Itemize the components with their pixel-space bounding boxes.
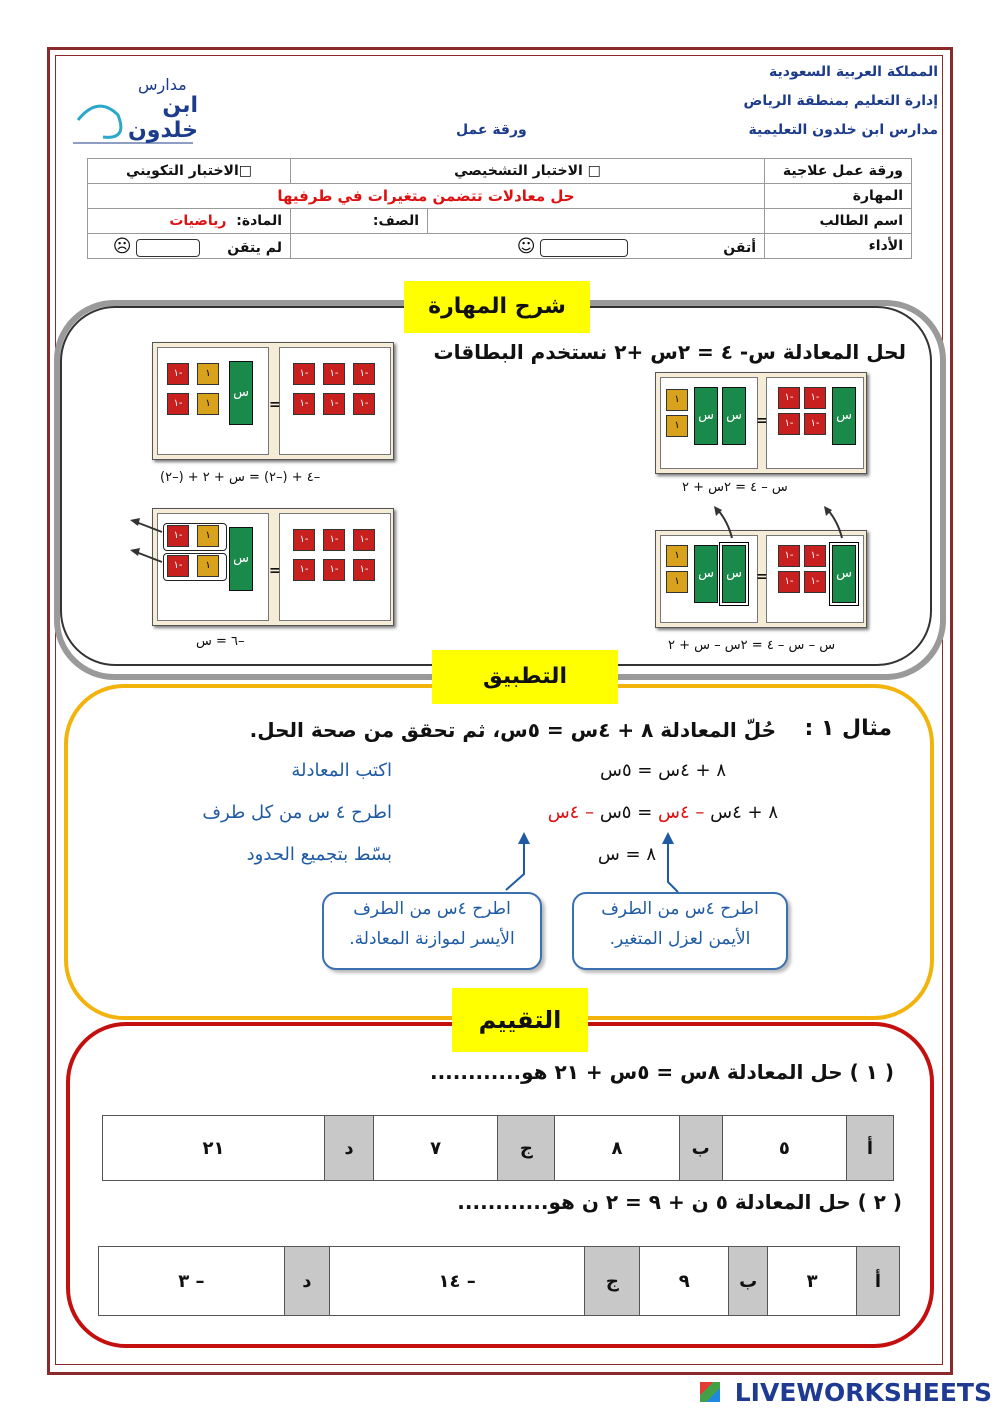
liveworksheets-logo-icon bbox=[700, 1382, 720, 1402]
tile-neg-one: ١- bbox=[323, 393, 345, 415]
subject-value: رياضيات bbox=[169, 213, 227, 229]
tile-neg-one: ١- bbox=[804, 387, 826, 409]
department-label: إدارة التعليم بمنطقة الرياض bbox=[743, 93, 938, 109]
tile-pos-one: ١ bbox=[197, 555, 219, 577]
tile-x: س bbox=[694, 387, 718, 445]
schools-label: مدارس ابن خلدون التعليمية bbox=[748, 122, 938, 138]
callout-right-line2: الأيمن لعزل المتغير. bbox=[609, 929, 751, 949]
section-title-explanation: شرح المهارة bbox=[404, 281, 590, 333]
skill-value: حل معادلات تتضمن متغيرات في طرفيها bbox=[88, 184, 765, 209]
tile-card-1 bbox=[655, 372, 867, 474]
tile-card-3 bbox=[655, 530, 867, 628]
subject-label: المادة: bbox=[236, 213, 282, 229]
callout-left bbox=[322, 892, 542, 970]
tile-neg-one: ١- bbox=[293, 363, 315, 385]
example-text: حُلّ المعادلة ٨ + ٤س = ٥س، ثم تحقق من صحة الحل. bbox=[249, 718, 776, 742]
equals-sign: = bbox=[756, 569, 768, 585]
subject-field bbox=[88, 209, 291, 234]
class-label: الصف: bbox=[372, 213, 419, 229]
tile-pos-one: ١ bbox=[197, 525, 219, 547]
question-2-options bbox=[98, 1246, 900, 1316]
tile-neg-one: ١- bbox=[323, 529, 345, 551]
class-field[interactable] bbox=[291, 209, 428, 234]
q1-option-d[interactable]: ٢١ bbox=[103, 1116, 325, 1181]
tile-card-2 bbox=[152, 342, 394, 460]
equals-sign: = bbox=[269, 397, 281, 413]
q2-option-b-letter: ب bbox=[729, 1247, 768, 1316]
tile-neg-one: ١- bbox=[293, 529, 315, 551]
liveworksheets-brand: LIVEWORKSHEETS bbox=[734, 1378, 992, 1407]
tile-neg-one: ١- bbox=[353, 393, 375, 415]
caption-card-1: س – ٤ = ٢س + ٢ bbox=[682, 480, 788, 495]
info-table bbox=[87, 158, 912, 259]
student-label: اسم الطالب bbox=[765, 209, 912, 234]
student-name-field[interactable] bbox=[428, 209, 765, 234]
frown-icon: ☹ bbox=[112, 235, 132, 257]
tile-pos-one: ١ bbox=[666, 389, 688, 411]
tile-neg-one: ١- bbox=[167, 363, 189, 385]
kingdom-label: المملكة العربية السعودية bbox=[769, 64, 938, 80]
tile-x: س bbox=[229, 361, 253, 425]
tile-neg-one: ١- bbox=[167, 555, 189, 577]
tile-neg-one: ١- bbox=[778, 571, 800, 593]
step2-part-d: – ٤س bbox=[547, 802, 595, 823]
tile-neg-one: ١- bbox=[353, 559, 375, 581]
tile-neg-one: ١- bbox=[167, 393, 189, 415]
q2-option-b[interactable]: ٩ bbox=[640, 1247, 729, 1316]
q1-option-d-letter: د bbox=[324, 1116, 373, 1181]
skill-label: المهارة bbox=[765, 184, 912, 209]
question-1: ( ١ ) حل المعادلة ٨س = ٥س + ٢١ هو............ bbox=[429, 1060, 894, 1084]
explanation-intro: لحل المعادلة س- ٤ = ٢س +٢ نستخدم البطاقات bbox=[433, 340, 906, 364]
tile-x-selected: س bbox=[722, 545, 746, 603]
step2-part-b: – ٤س bbox=[658, 802, 705, 823]
tile-x: س bbox=[229, 527, 253, 591]
worksheet-title: ورقة عمل bbox=[456, 122, 527, 138]
school-logo: مدارس ابن خلدون bbox=[68, 75, 198, 145]
tile-card-4 bbox=[152, 508, 394, 626]
tile-x-selected: س bbox=[832, 545, 856, 603]
tile-pos-one: ١ bbox=[666, 415, 688, 437]
equals-sign: = bbox=[269, 563, 281, 579]
step1-equation: ٨ + ٤س = ٥س bbox=[599, 760, 726, 781]
tile-x: س bbox=[694, 545, 718, 603]
equals-sign: = bbox=[756, 413, 768, 429]
tile-neg-one: ١- bbox=[778, 413, 800, 435]
tile-neg-one: ١- bbox=[353, 363, 375, 385]
masters-cell bbox=[291, 234, 765, 259]
q1-option-c[interactable]: ٧ bbox=[373, 1116, 497, 1181]
masters-input[interactable] bbox=[540, 239, 628, 257]
q1-option-c-letter: ج bbox=[498, 1116, 555, 1181]
question-2: ( ٢ ) حل المعادلة ٥ ن + ٩ = ٢ ن هو............ bbox=[457, 1190, 902, 1214]
step2-note: اطرح ٤ س من كل طرف bbox=[202, 802, 392, 823]
tile-pos-one: ١ bbox=[197, 363, 219, 385]
formative-option[interactable]: □الاختبار التكويني bbox=[88, 159, 291, 184]
tile-pos-one: ١ bbox=[666, 571, 688, 593]
section-title-assessment: التقييم bbox=[452, 988, 588, 1052]
callout-left-line2: الأيسر لموازنة المعادلة. bbox=[349, 929, 515, 949]
tile-neg-one: ١- bbox=[293, 393, 315, 415]
caption-card-3: س – س – ٤ = ٢س – س + ٢ bbox=[668, 638, 836, 653]
remove-arrows-icon bbox=[700, 504, 860, 544]
tile-x: س bbox=[722, 387, 746, 445]
not-masters-input[interactable] bbox=[136, 239, 200, 257]
q2-option-d-letter: د bbox=[284, 1247, 329, 1316]
tile-pos-one: ١ bbox=[666, 545, 688, 567]
masters-label: أتقن bbox=[723, 239, 756, 256]
diagnostic-option[interactable]: □ الاختبار التشخيصي bbox=[291, 159, 765, 184]
q1-option-b-letter: ب bbox=[679, 1116, 722, 1181]
type-label: ورقة عمل علاجية bbox=[765, 159, 912, 184]
question-1-options bbox=[102, 1115, 894, 1181]
performance-label: الأداء bbox=[765, 234, 912, 259]
tile-neg-one: ١- bbox=[804, 571, 826, 593]
callout-arrows-icon bbox=[500, 830, 700, 900]
not-masters-cell bbox=[88, 234, 291, 259]
q2-option-d[interactable]: – ٣ bbox=[99, 1247, 285, 1316]
tile-neg-one: ١- bbox=[804, 545, 826, 567]
q2-option-c-letter: ج bbox=[585, 1247, 640, 1316]
step3-note: بسّط بتجميع الحدود bbox=[246, 844, 392, 865]
not-masters-label: لم يتقن bbox=[227, 239, 282, 256]
section-title-application: التطبيق bbox=[432, 650, 618, 704]
tile-neg-one: ١- bbox=[293, 559, 315, 581]
callout-right-line1: اطرح ٤س من الطرف bbox=[601, 899, 759, 919]
callout-right bbox=[572, 892, 788, 970]
caption-card-4: –٦ = س bbox=[196, 634, 245, 649]
zero-pair-arrows-icon bbox=[126, 514, 166, 574]
tile-neg-one: ١- bbox=[778, 545, 800, 567]
q2-option-a-letter: أ bbox=[857, 1247, 900, 1316]
tile-pos-one: ١ bbox=[197, 393, 219, 415]
callout-left-line1: اطرح ٤س من الطرف bbox=[353, 899, 511, 919]
step2-part-c: = ٥س bbox=[599, 802, 653, 823]
tile-x: س bbox=[832, 387, 856, 445]
step2-equation bbox=[548, 802, 778, 823]
tile-neg-one: ١- bbox=[353, 529, 375, 551]
q1-option-a-letter: أ bbox=[847, 1116, 894, 1181]
q2-option-c[interactable]: – ١٤ bbox=[329, 1247, 585, 1316]
tile-neg-one: ١- bbox=[323, 363, 345, 385]
tile-neg-one: ١- bbox=[778, 387, 800, 409]
logo-swirl-icon bbox=[68, 85, 198, 145]
q2-option-a[interactable]: ٣ bbox=[768, 1247, 857, 1316]
step2-part-a: ٨ + ٤س bbox=[710, 802, 778, 823]
caption-card-2: –٤ + (–٢) = س + ٢ + (–٢) bbox=[160, 470, 321, 485]
example-label: مثال ١ : bbox=[804, 716, 892, 741]
step1-note: اكتب المعادلة bbox=[291, 760, 392, 781]
tile-neg-one: ١- bbox=[804, 413, 826, 435]
step3-equation: ٨ = س bbox=[597, 844, 656, 865]
tile-neg-one: ١- bbox=[167, 525, 189, 547]
q1-option-a[interactable]: ٥ bbox=[722, 1116, 846, 1181]
tile-neg-one: ١- bbox=[323, 559, 345, 581]
q1-option-b[interactable]: ٨ bbox=[555, 1116, 679, 1181]
smile-icon: ☺ bbox=[516, 235, 536, 257]
